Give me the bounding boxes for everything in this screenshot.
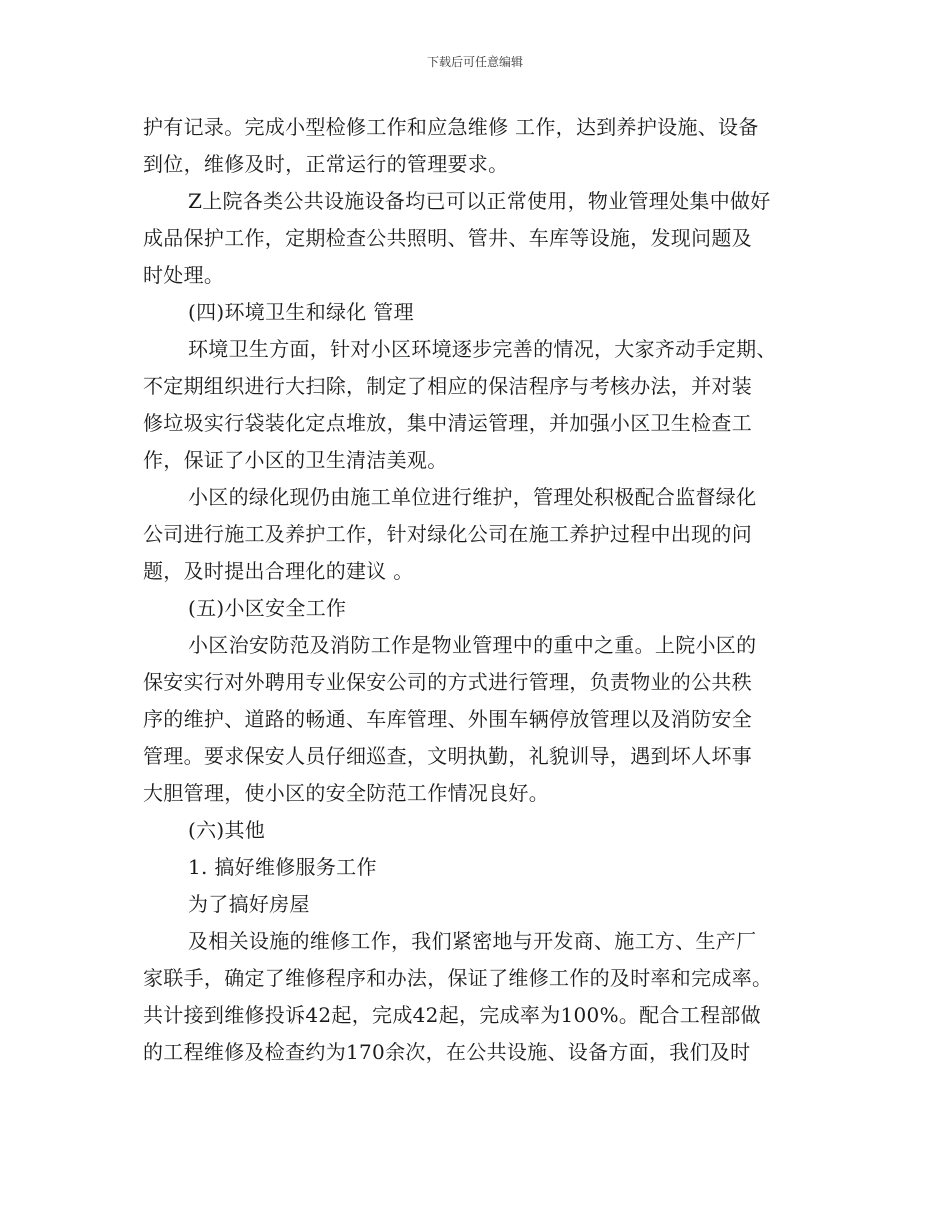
text-line: 时处理。 [143,263,225,287]
text-line: 题，及时提出合理化的建议 。 [143,559,414,583]
text-line: 大胆管理，使小区的安全防范工作情况良好。 [143,781,549,805]
text-line: 为了搞好房屋 [188,892,310,916]
text-line: 序的维护、道路的畅通、车库管理、外围车辆停放管理以及消防安全 [143,707,752,731]
text-line: 小区治安防范及消防工作是物业管理中的重中之重。上院小区的 [188,633,757,657]
text-line: 公司进行施工及养护工作，针对绿化公司在施工养护过程中出现的问 [143,522,752,546]
page-header: 下载后可任意编辑 [426,55,523,69]
document-body [143,109,813,1071]
text-line: 小区的绿化现仍由施工单位进行维护，管理处积极配合监督绿化 [188,485,757,509]
text-line: 环境卫生方面，针对小区环境逐步完善的情况，大家齐动手定期、 [188,337,777,361]
text-line: Z上院各类公共设施设备均已可以正常使用，物业管理处集中做好 [188,189,771,213]
text-line: 成品保护工作，定期检查公共照明、管井、车库等设施，发现问题及 [143,226,752,250]
text-line: 修垃圾实行袋装化定点堆放，集中清运管理，并加强小区卫生检查工 [143,411,752,435]
text-line: 管理。要求保安人员仔细巡查，文明执勤，礼貌训导，遇到坏人坏事 [143,744,752,768]
section-heading: (五)小区安全工作 [188,596,347,620]
text-line: 到位，维修及时，正常运行的管理要求。 [143,152,509,176]
text-line: 作，保证了小区的卫生清洁美观。 [143,448,448,472]
text-line: 共计接到维修投诉42起，完成42起，完成率为100%。配合工程部做 [143,1003,761,1027]
text-line: 及相关设施的维修工作，我们紧密地与开发商、施工方、生产厂 [188,929,757,953]
subsection-heading: 1. 搞好维修服务工作 [188,855,377,879]
text-line: 的工程维修及检查约为170余次，在公共设施、设备方面，我们及时 [143,1040,751,1064]
section-heading: (四)环境卫生和绿化 管理 [188,300,414,324]
text-line: 护有记录。完成小型检修工作和应急维修 工作，达到养护设施、设备 [143,115,759,139]
text-line: 不定期组织进行大扫除，制定了相应的保洁程序与考核办法，并对装 [143,374,752,398]
text-line: 家联手，确定了维修程序和办法，保证了维修工作的及时率和完成率。 [143,966,773,990]
text-line: 保安实行对外聘用专业保安公司的方式进行管理，负责物业的公共秩 [143,670,752,694]
section-heading: (六)其他 [188,818,266,842]
